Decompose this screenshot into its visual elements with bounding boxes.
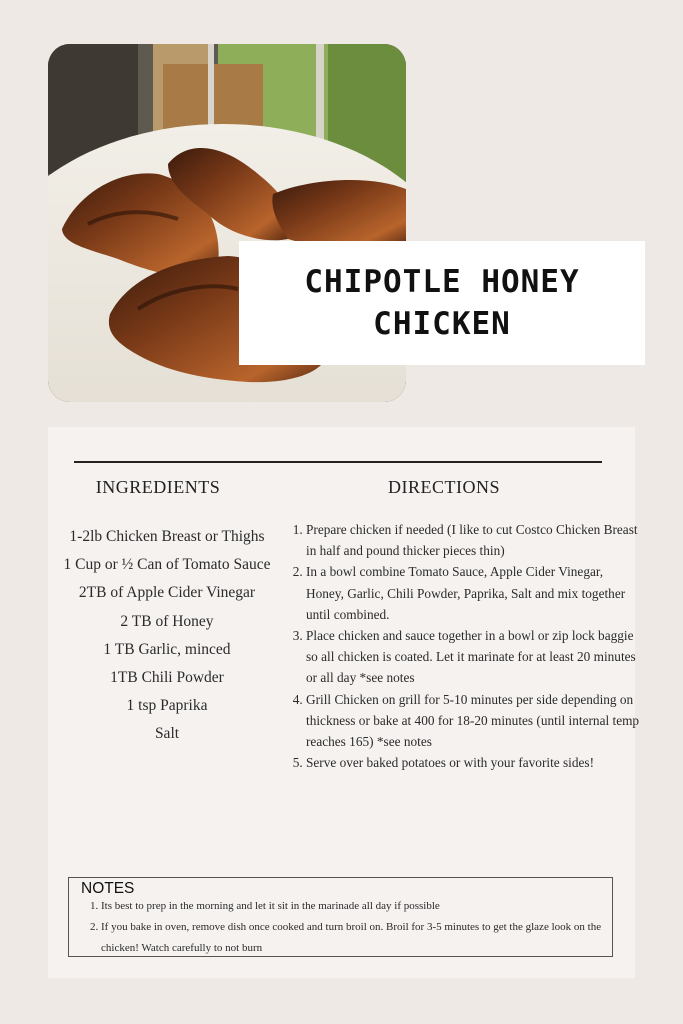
ingredient-item: 2TB of Apple Cider Vinegar [78, 584, 256, 602]
ingredient-item: 1 Cup or ½ Can of Tomato Sauce [63, 556, 271, 574]
directions-list [280, 519, 642, 773]
title-card [239, 241, 645, 365]
note-item: 1. Its best to prep in the morning and let it sit in the marinade all day if possible [101, 896, 611, 917]
ingredient-item: 1TB Chili Powder [110, 669, 224, 687]
directions-heading: DIRECTIONS [388, 477, 500, 497]
direction-step: 3. Place chicken and sauce together in a bowl or zip lock baggie so all chicken is coated. Let it marinate for at least 20 minutes or all day *see notes [306, 625, 642, 689]
ingredients-list [62, 523, 272, 749]
recipe-title: CHIPOTLE HONEY CHICKEN [304, 264, 580, 342]
ingredient-item: Salt [154, 725, 180, 743]
direction-step: 2. In a bowl combine Tomato Sauce, Apple Cider Vinegar, Honey, Garlic, Chili Powder, Paprika, Salt and mix together until combined. [306, 561, 642, 625]
direction-step: 4. Grill Chicken on grill for 5-10 minutes per side depending on thickness or bake at 400 for 18-20 minutes (until internal temp reaches 165) *see notes [306, 689, 642, 753]
divider [74, 461, 602, 463]
ingredient-item: 1 tsp Paprika [126, 697, 208, 715]
notes-list [85, 896, 611, 959]
notes-heading: NOTES [81, 880, 135, 897]
notes-box [68, 877, 613, 957]
ingredient-item: 1-2lb Chicken Breast or Thighs [69, 528, 265, 545]
ingredient-item: 1 TB Garlic, minced [103, 640, 231, 658]
ingredient-item: 2 TB of Honey [120, 612, 214, 630]
ingredients-heading: INGREDIENTS [95, 477, 221, 497]
note-item: 2. If you bake in oven, remove dish once cooked and turn broil on. Broil for 3-5 minutes to get the glaze look on the chicken! Watch carefully to not burn [101, 917, 611, 959]
direction-step: 1. Prepare chicken if needed (I like to cut Costco Chicken Breast in half and pound thicker pieces thin) [306, 519, 642, 561]
direction-step: 5. Serve over baked potatoes or with your favorite sides! [306, 752, 642, 773]
recipe-card [48, 427, 640, 978]
